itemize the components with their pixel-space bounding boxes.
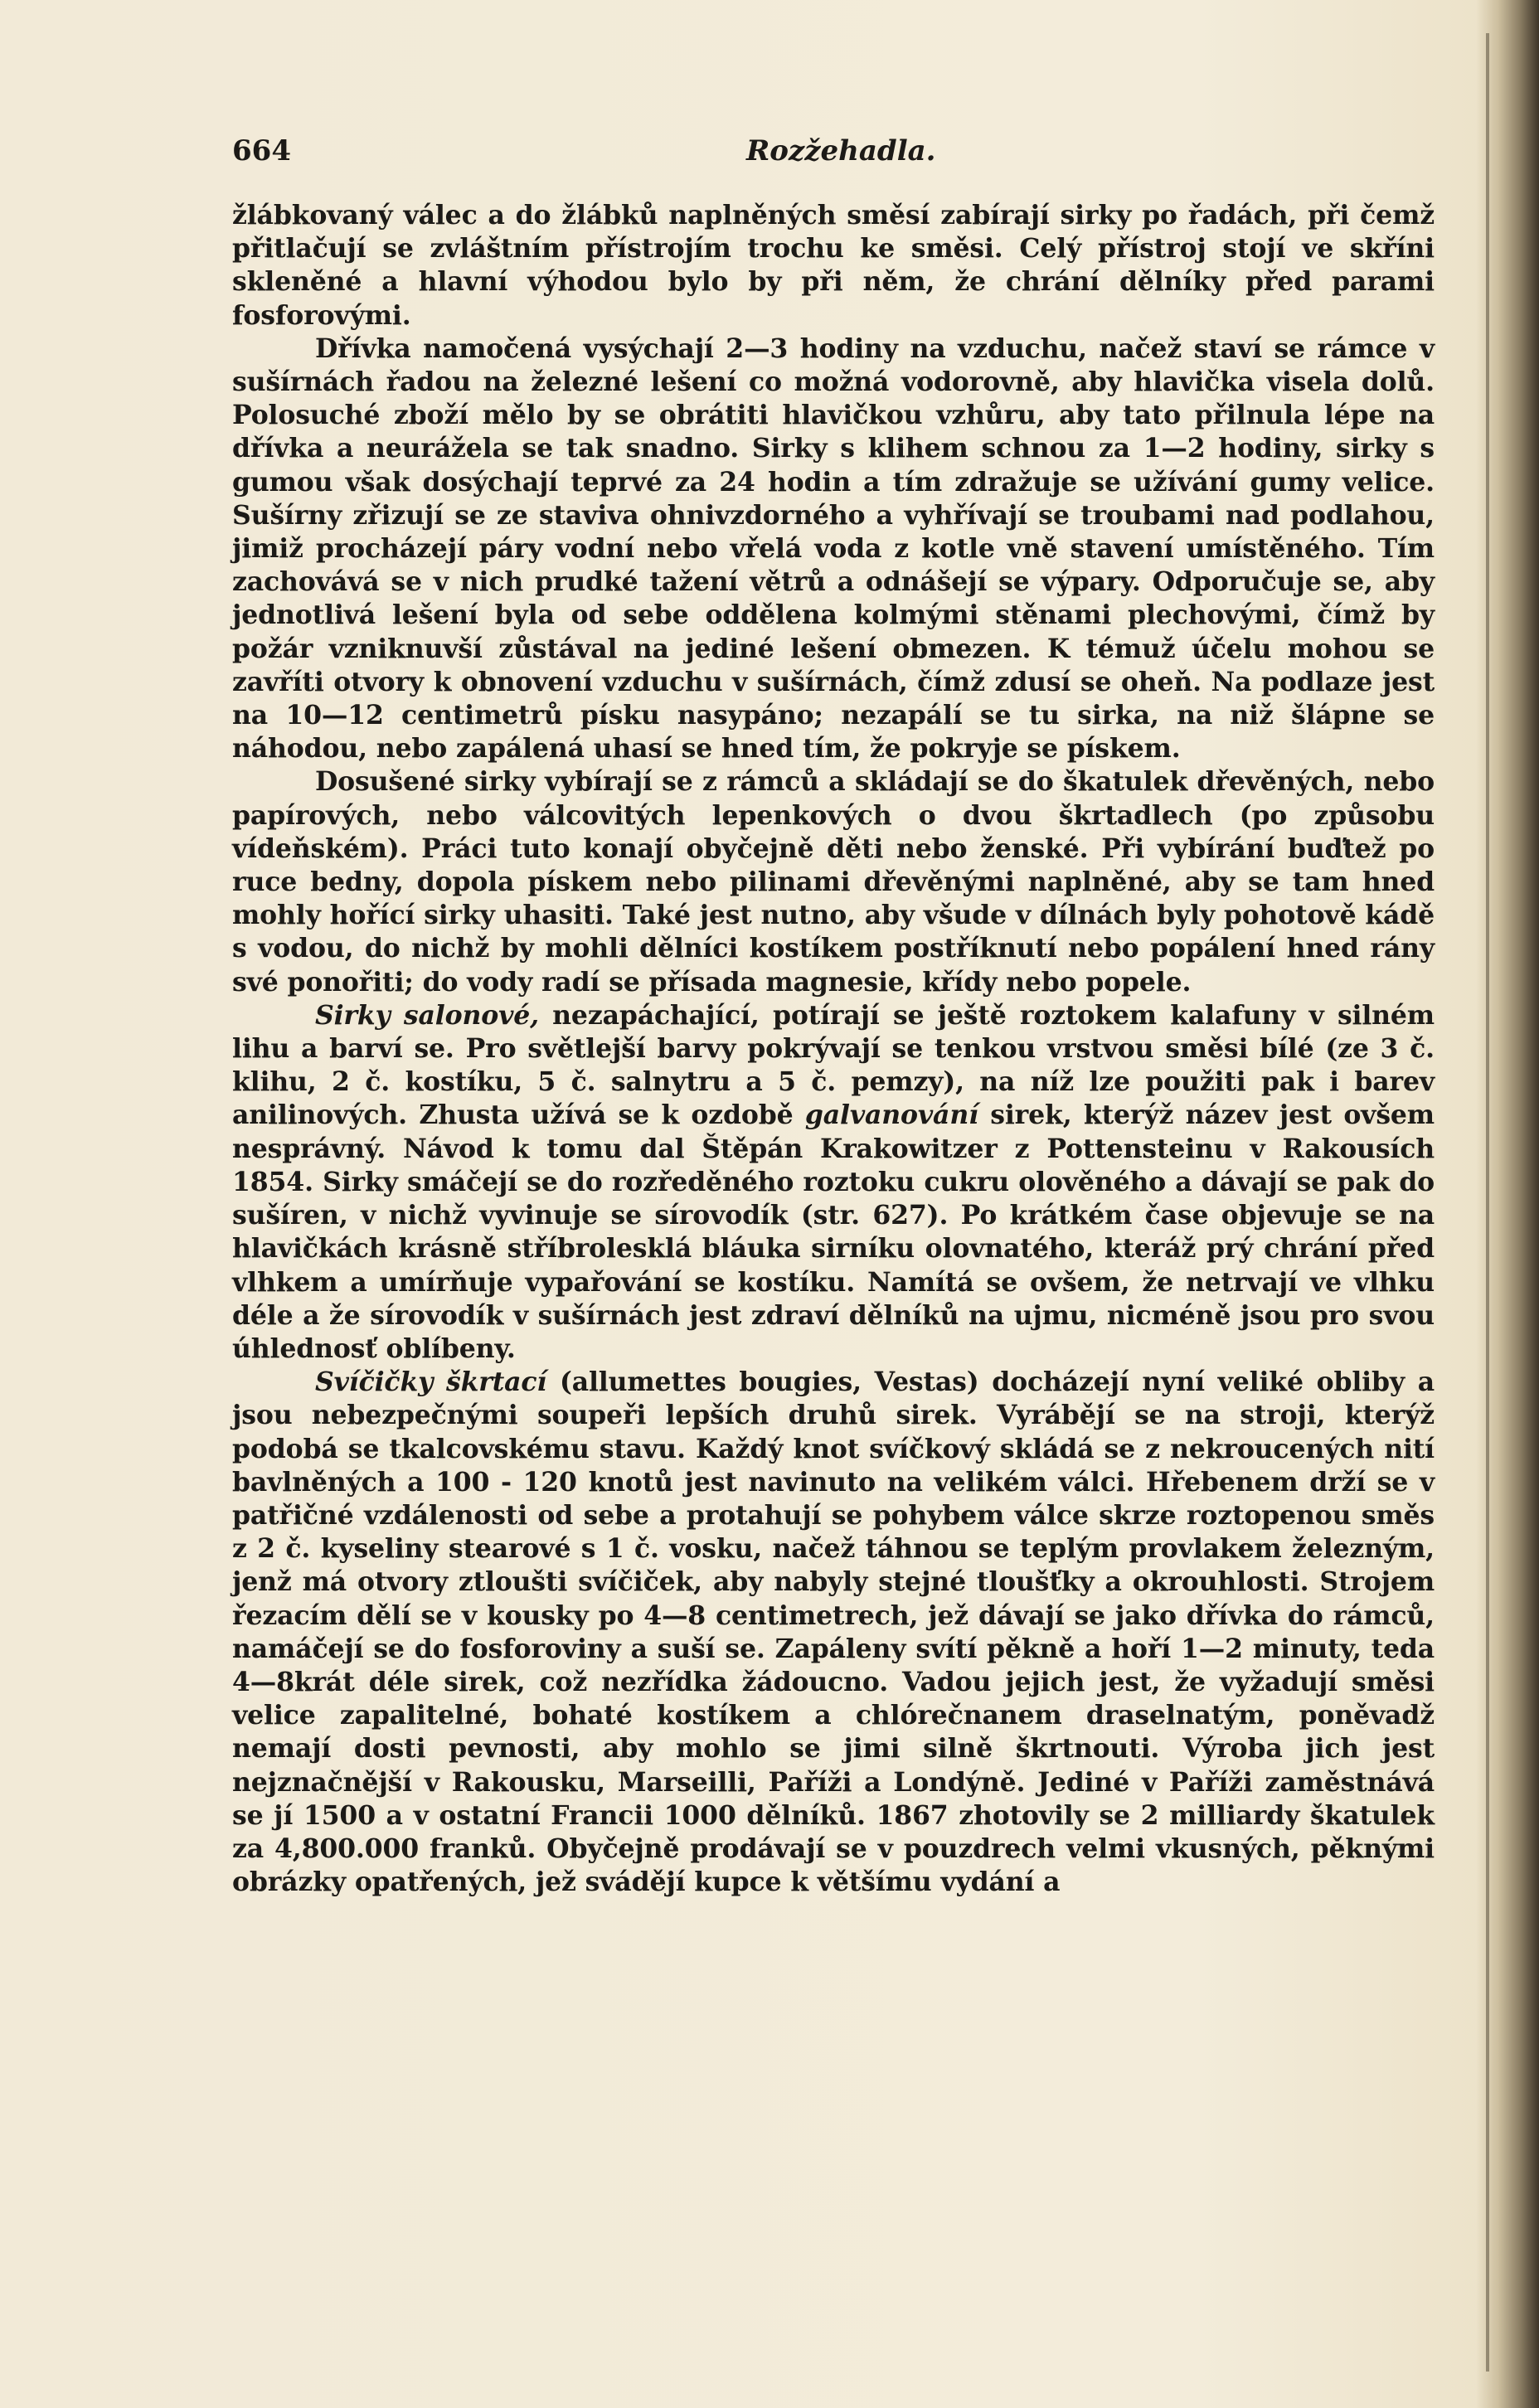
page-header: [232, 134, 1435, 171]
text-run: žlábkovaný válec a do žlábků naplněných směsí zabírají sirky po řadách, při čemž přitlačují se zvláštním přístrojím trochu ke směsi. Celý přístroj stojí ve skříni skleněné a hlavní výhodou bylo by při něm, že chrání dělníky před parami fosforovými.: [232, 200, 1435, 331]
text-run: nezapáchající, potírají se ještě roztokem kalafuny v silném lihu a barví se. Pro světlejší barvy pokrývají se tenkou vrstvou směsi bílé (ze 3 č. klihu, 2 č. kostíku, 5 č. salnytru a 5 č. pemzy), na níž lze použiti pak i barev anilinových. Zhusta užívá se k ozdobě: [232, 999, 1435, 1131]
text-run: (allumettes bougies, Vestas) docházejí nyní veliké obliby a jsou nebezpečnými soupeři lepších druhů sirek. Vyrábějí se na stroji, kterýž podobá se tkalcovskému stavu. Každý knot svíčkový skládá se z nekroucených nití bavlněných a 100 - 120 knotů jest navinuto na velikém válci. Hřebenem drží se v patřičné vzdálenosti od sebe a protahují se pohybem válce skrze roztopenou směs z 2 č. kyseliny stearové s 1 č. vosku, načež táhnou se teplým provlakem železným, jenž má otvory ztloušti svíčiček, aby nabyly stejné tloušťky a okrouhlosti. Strojem řezacím dělí se v kousky po 4—8 centimetrech, jež dávají se jako dřívka do rámců, namáčejí se do fosforoviny a suší se. Zapáleny svítí pěkně a hoří 1—2 minuty, teda 4—8krát déle sirek, což nezřídka žádoucno. Vadou jejich jest, že vyžadují směsi velice zapalitelné, bohaté kostíkem a chlórečnanem draselnatým, poněvadž nemají dosti pevnosti, aby mohlo se jimi silně škrtnouti. Výroba jich jest nejznačnější v Rakousku, Marseilli, Paříži a Londýně. Jediné v Paříži zaměstnává se jí 1500 a v ostatní Francii 1000 dělníků. 1867 zhotovily se 2 milliardy škatulek za 4,800.000 franků. Obyčejně prodávají se v pouzdrech velmi vkusných, pěknými obrázky opatřených, jež svádějí kupce k většímu vydání a: [232, 1367, 1435, 1898]
running-head: Rozžehadla.: [746, 134, 936, 167]
italic-term: galvanování: [804, 1100, 978, 1131]
italic-term: Sirky salonové,: [315, 999, 539, 1031]
body-text: [232, 199, 1435, 1899]
page-number: 664: [232, 134, 291, 167]
page-edge-line: [1486, 33, 1489, 2372]
text-run: Dřívka namočená vysýchají 2—3 hodiny na vzduchu, načež staví se rámce v sušírnách řadou na železné lešení co možná vodorovně, aby hlavička visela dolů. Polosuché zboží mělo by se obrátiti hlavičkou vzhůru, aby tato přilnula lépe na dřívka a neurážela se tak snadno. Sirky s klihem schnou za 1—2 hodiny, sirky s gumou však dosýchají teprvé za 24 hodin a tím zdražuje se užívání gumy velice. Sušírny zřizují se ze staviva ohnivzdorného a vyhřívají se troubami nad podlahou, jimiž procházejí páry vodní nebo vřelá voda z kotle vně stavení umístěného. Tím zachovává se v nich prudké tažení větrů a odnášejí se výpary. Odporučuje se, aby jednotlivá lešení byla od sebe oddělena kolmými stěnami plechovými, čímž by požár vzniknuvší zůstával na jediné lešení obmezen. K témuž účelu mohou se zavříti otvory k obnovení vzduchu v sušírnách, čímž zdusí se oheň. Na podlaze jest na 10—12 centimetrů písku nasypáno; nezapálí se tu sirka, na niž šlápne se náhodou, nebo zapálená uhasí se hned tím, že pokryje se pískem.: [232, 333, 1435, 765]
paragraph: [232, 333, 1435, 766]
paragraph: [232, 999, 1435, 1366]
paragraph: [232, 765, 1435, 998]
paragraph: [232, 199, 1435, 333]
text-run: Dosušené sirky vybírají se z rámců a skládají se do škatulek dřevěných, nebo papírových, nebo válcovitých lepenkových o dvou škrtadlech (po způsobu vídeňském). Práci tuto konají obyčejně děti nebo ženské. Při vybírání buďtež po ruce bedny, dopola pískem nebo pilinami dřevěnými naplněné, aby se tam hned mohly hořící sirky uhasiti. Také jest nutno, aby všude v dílnách byly pohotově kádě s vodou, do nichž by mohli dělníci kostíkem postříknutí nebo popálení hned rány své ponořiti; do vody radí se přísada magnesie, křídy nebo popele.: [232, 766, 1435, 998]
paragraph: [232, 1366, 1435, 1899]
italic-term: Svíčičky škrtací: [315, 1367, 547, 1398]
text-run: sirek, kterýž název jest ovšem nesprávný. Návod k tomu dal Štěpán Krakowitzer z Pottensteinu v Rakousích 1854. Sirky smáčejí se do rozředěného roztoku cukru olověného a dávají se pak do sušíren, v nichž vyvinuje se sírovodík (str. 627). Po krátkém čase objevuje se na hlavičkách krásně stříbrolesklá bláuka sirníku olovnatého, kteráž prý chrání před vlhkem a umírňuje vypařování se kostíku. Namítá se ovšem, že netrvají ve vlhku déle a že sírovodík v sušírnách jest zdraví dělníků na ujmu, nicméně jsou pro svou úhlednosť oblíbeny.: [232, 1100, 1435, 1364]
